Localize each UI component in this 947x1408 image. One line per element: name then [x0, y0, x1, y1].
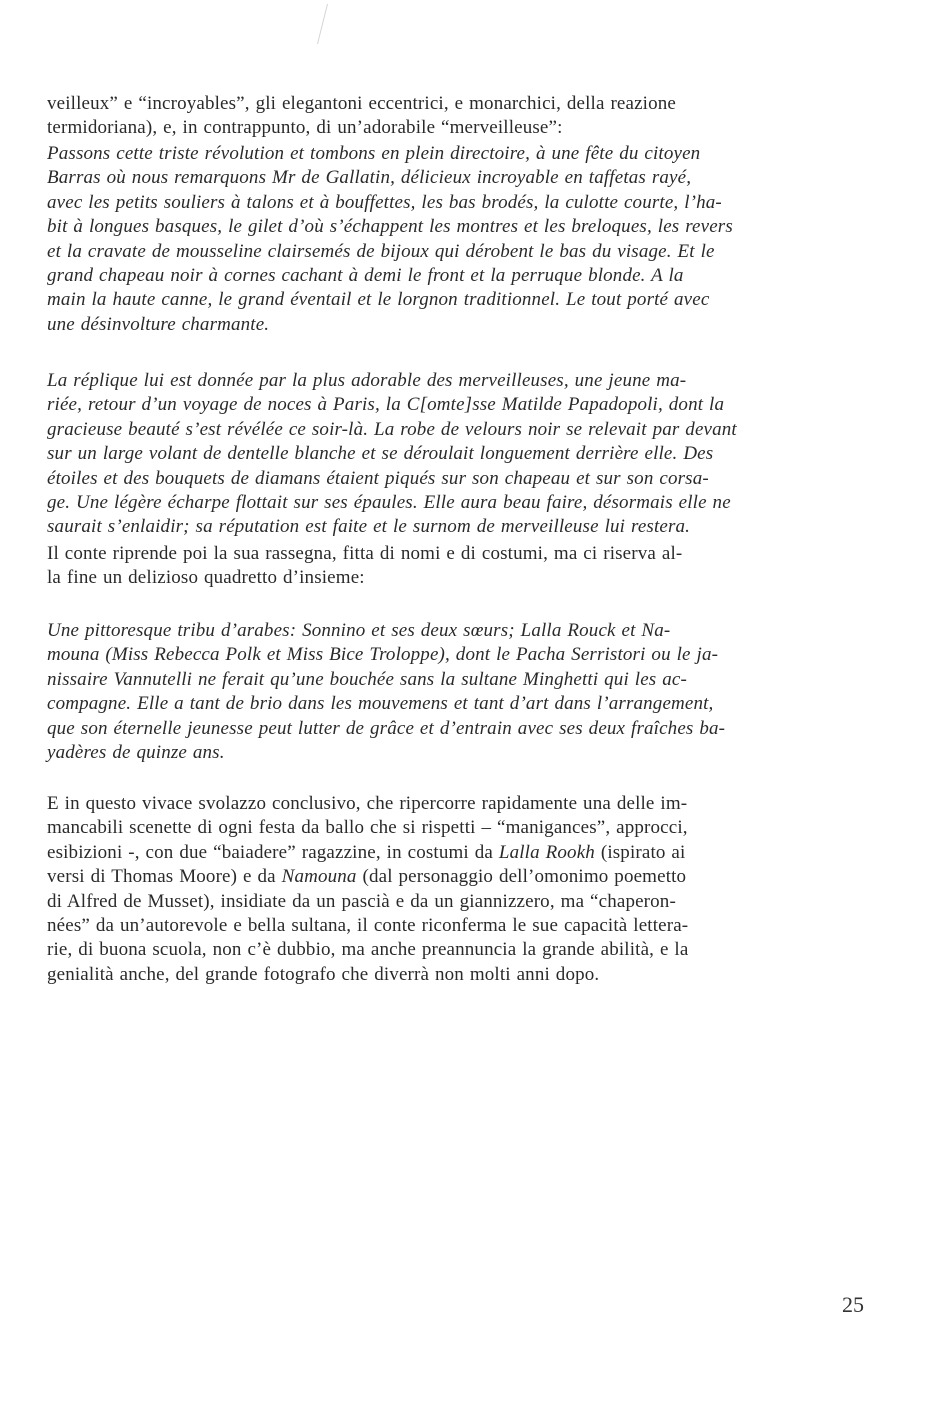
- title-namouna: Namouna: [281, 866, 357, 888]
- page-number: 25: [842, 1292, 864, 1317]
- quote-passons-cette-triste-revolution: Passons cette triste révolution et tombons en plein directoire, à une fête du citoyen Barras où nous remarquons Mr de Gallatin, délicieux incroyable en taffetas rayé, avec les petits souliers à talons et à bouffettes, les bas brodés, la culotte courte, l’ha- bit à longues basques, le gilet d’où s’échappent les montres et les breloques, les revers et la cravate de mousseline clairsemés de bijoux qui dérobent le bas du visage. Et le grand chapeau noir à cornes cachant à demi le front et la perruque blonde. A la main la haute canne, le grand éventail et le lorgnon traditionnel. Le tout porté avec une désinvolture charmante.: [47, 143, 733, 335]
- quote-la-replique-lui-est-donnee: La réplique lui est donnée par la plus adorable des merveilleuses, une jeune ma- riée, retour d’un voyage de noces à Paris, la C[omte]sse Matilde Papadopoli, dont la gracieuse beauté s’est révélée ce soir-là. La robe de velours noir se relevait par devant sur un large volant de dentelle blanche et se déroulait longuement derrière elle. Des étoiles et des bouquets de diamans étaient piqués sur son chapeau et sur son corsa- ge. Une légère écharpe flottait sur ses épaules. Elle aura beau faire, désormais elle ne saurait s’enlaidir; sa réputation est faite et le surnom de merveilleuse lui restera.: [47, 370, 737, 538]
- quote-une-pittoresque-tribu: Une pittoresque tribu d’arabes: Sonnino et ses deux sœurs; Lalla Rouck et Na- mouna (Miss Rebecca Polk et Miss Bice Troloppe), dont le Pacha Serristori ou le ja- nissaire Vannutelli ne ferait qu’une bouchée sans la sultane Minghetti qui les ac- compagne. Elle a tant de brio dans les mouvemens et tant d’art dans l’arrangement, que son éternelle jeunesse peut lutter de grâce et d’entrain avec ses deux fraîches ba- yadères de quinze ans.: [47, 620, 726, 764]
- paragraph-vivace-svolazzo-conclusivo: [47, 792, 869, 987]
- paragraph-text-segment-a: E in questo vivace svolazzo conclusivo, che ripercorre rapidamente una delle im- mancabili scenette di ogni festa da ballo che si rispetti – “manigances”, approcci, esibizioni -, con due “baiadere” ragazzine, in costumi da: [47, 793, 688, 863]
- paragraph-text-segment-b: (ispirato ai versi di Thomas Moore) e da: [47, 841, 686, 888]
- paragraph-il-conte-riprende: Il conte riprende poi la sua rassegna, fitta di nomi e di costumi, ma ci riserva al- la fine un delizioso quadretto d’insieme:: [47, 543, 683, 589]
- scan-artifact-mark: [317, 4, 342, 44]
- paragraph-text-segment-c: (dal personaggio dell’omonimo poemetto di Alfred de Musset), insidiate da un pascià e da un giannizzero, ma “chaperon- nées” da un’autorevole e bella sultana, il conte riconferma le sue capacità lettera- rie, di buona scuola, non c’è dubbio, ma anche preannuncia la grande abilità, e la genialità anche, del grande fotografo che diverrà non molti anni dopo.: [47, 866, 689, 985]
- paragraph-intro-continuation: veilleux” e “incroyables”, gli elegantoni eccentrici, e monarchici, della reazione termidoriana), e, in contrappunto, di un’adorabile “merveilleuse”:: [47, 93, 676, 139]
- title-lalla-rookh: Lalla Rookh: [498, 841, 595, 863]
